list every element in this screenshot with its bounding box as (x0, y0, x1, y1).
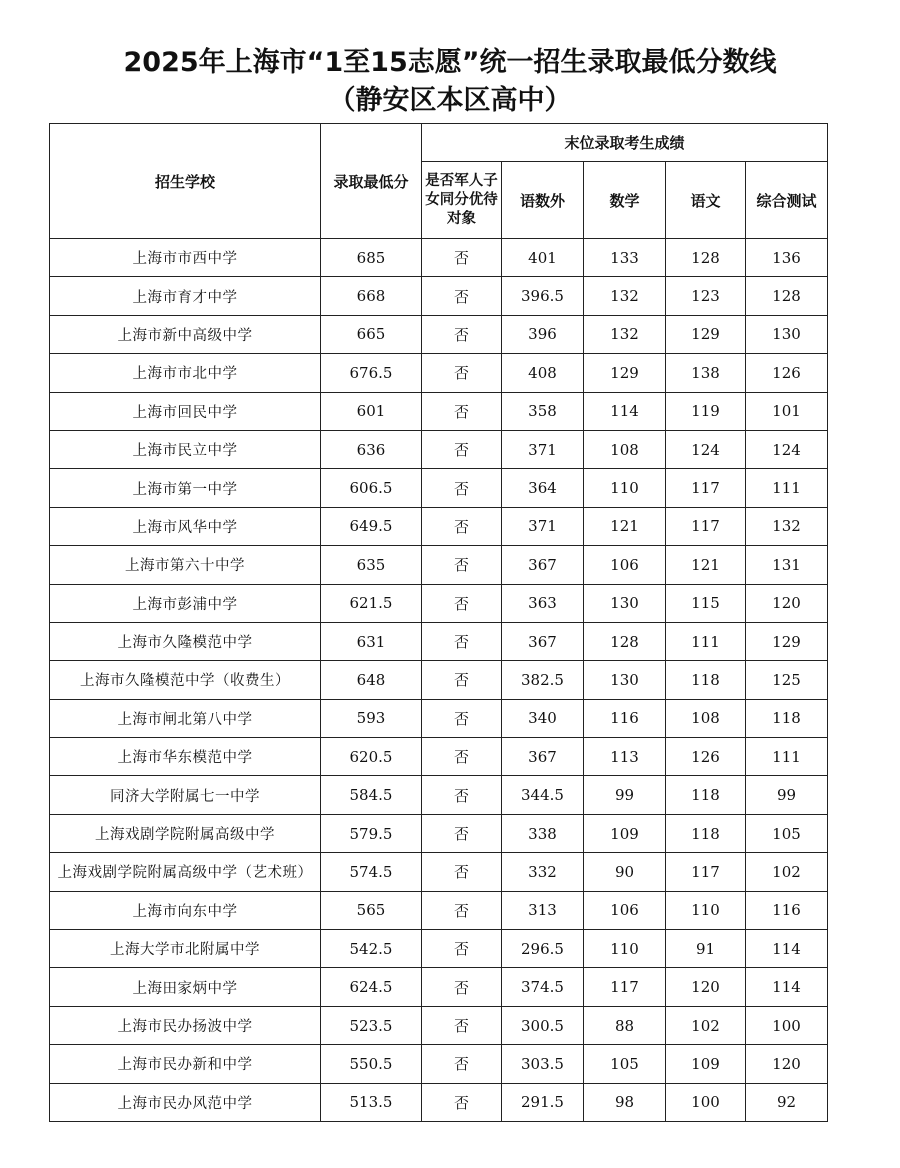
comprehensive-cell: 92 (746, 1083, 828, 1121)
table-row (50, 891, 828, 929)
comprehensive-cell: 125 (746, 661, 828, 699)
math-cell: 116 (584, 699, 666, 737)
table-body (50, 239, 828, 1122)
chinese-cell: 108 (666, 699, 746, 737)
min-score-cell: 601 (321, 392, 422, 430)
school-cell: 上海市市西中学 (50, 239, 321, 277)
chinese-cell: 117 (666, 853, 746, 891)
comprehensive-cell: 105 (746, 814, 828, 852)
chinese-cell: 138 (666, 354, 746, 392)
min-score-cell: 649.5 (321, 507, 422, 545)
school-cell: 同济大学附属七一中学 (50, 776, 321, 814)
military-priority-cell: 否 (422, 738, 502, 776)
military-priority-cell: 否 (422, 584, 502, 622)
yushuwai-cell: 371 (502, 507, 584, 545)
comprehensive-cell: 111 (746, 738, 828, 776)
table-row (50, 814, 828, 852)
math-cell: 110 (584, 930, 666, 968)
chinese-cell: 118 (666, 661, 746, 699)
chinese-cell: 102 (666, 1006, 746, 1044)
chinese-cell: 128 (666, 239, 746, 277)
military-priority-cell: 否 (422, 315, 502, 353)
min-score-cell: 565 (321, 891, 422, 929)
chinese-cell: 91 (666, 930, 746, 968)
yushuwai-cell: 340 (502, 699, 584, 737)
page-title: 2025年上海市“1至15志愿”统一招生录取最低分数线 (123, 47, 777, 78)
military-priority-cell: 否 (422, 354, 502, 392)
table-row (50, 1083, 828, 1121)
min-score-cell: 635 (321, 546, 422, 584)
table-row (50, 622, 828, 660)
min-score-cell: 676.5 (321, 354, 422, 392)
table-row (50, 507, 828, 545)
yushuwai-cell: 367 (502, 546, 584, 584)
school-cell: 上海田家炳中学 (50, 968, 321, 1006)
admission-score-table (49, 123, 828, 1122)
chinese-cell: 126 (666, 738, 746, 776)
yushuwai-cell: 338 (502, 814, 584, 852)
school-cell: 上海大学市北附属中学 (50, 930, 321, 968)
chinese-cell: 117 (666, 507, 746, 545)
yushuwai-cell: 367 (502, 622, 584, 660)
chinese-cell: 115 (666, 584, 746, 622)
chinese-cell: 120 (666, 968, 746, 1006)
comprehensive-cell: 120 (746, 1045, 828, 1083)
math-cell: 98 (584, 1083, 666, 1121)
header-last-admitted-scores: 末位录取考生成绩 (422, 124, 828, 162)
comprehensive-cell: 111 (746, 469, 828, 507)
min-score-cell: 593 (321, 699, 422, 737)
chinese-cell: 109 (666, 1045, 746, 1083)
math-cell: 128 (584, 622, 666, 660)
table-row (50, 661, 828, 699)
military-priority-cell: 否 (422, 430, 502, 468)
school-cell: 上海市久隆模范中学（收费生） (50, 661, 321, 699)
comprehensive-cell: 114 (746, 968, 828, 1006)
yushuwai-cell: 408 (502, 354, 584, 392)
min-score-cell: 620.5 (321, 738, 422, 776)
math-cell: 90 (584, 853, 666, 891)
min-score-cell: 550.5 (321, 1045, 422, 1083)
chinese-cell: 100 (666, 1083, 746, 1121)
math-cell: 130 (584, 584, 666, 622)
chinese-cell: 123 (666, 277, 746, 315)
school-cell: 上海市第六十中学 (50, 546, 321, 584)
chinese-cell: 110 (666, 891, 746, 929)
math-cell: 113 (584, 738, 666, 776)
header-military-priority: 是否军人子女同分优待对象 (422, 162, 502, 239)
comprehensive-cell: 99 (746, 776, 828, 814)
school-cell: 上海市华东模范中学 (50, 738, 321, 776)
min-score-cell: 542.5 (321, 930, 422, 968)
table-row (50, 430, 828, 468)
school-cell: 上海市育才中学 (50, 277, 321, 315)
min-score-cell: 636 (321, 430, 422, 468)
comprehensive-cell: 114 (746, 930, 828, 968)
school-cell: 上海市彭浦中学 (50, 584, 321, 622)
military-priority-cell: 否 (422, 1083, 502, 1121)
yushuwai-cell: 303.5 (502, 1045, 584, 1083)
school-cell: 上海市向东中学 (50, 891, 321, 929)
min-score-cell: 624.5 (321, 968, 422, 1006)
min-score-cell: 523.5 (321, 1006, 422, 1044)
min-score-cell: 584.5 (321, 776, 422, 814)
table-row (50, 853, 828, 891)
yushuwai-cell: 313 (502, 891, 584, 929)
military-priority-cell: 否 (422, 699, 502, 737)
school-cell: 上海市回民中学 (50, 392, 321, 430)
min-score-cell: 685 (321, 239, 422, 277)
math-cell: 133 (584, 239, 666, 277)
school-cell: 上海市风华中学 (50, 507, 321, 545)
military-priority-cell: 否 (422, 853, 502, 891)
military-priority-cell: 否 (422, 392, 502, 430)
min-score-cell: 513.5 (321, 1083, 422, 1121)
yushuwai-cell: 396 (502, 315, 584, 353)
yushuwai-cell: 291.5 (502, 1083, 584, 1121)
math-cell: 132 (584, 315, 666, 353)
min-score-cell: 648 (321, 661, 422, 699)
yushuwai-cell: 296.5 (502, 930, 584, 968)
yushuwai-cell: 367 (502, 738, 584, 776)
min-score-cell: 668 (321, 277, 422, 315)
comprehensive-cell: 116 (746, 891, 828, 929)
military-priority-cell: 否 (422, 546, 502, 584)
math-cell: 132 (584, 277, 666, 315)
header-min-score: 录取最低分 (321, 124, 422, 239)
comprehensive-cell: 124 (746, 430, 828, 468)
math-cell: 129 (584, 354, 666, 392)
military-priority-cell: 否 (422, 776, 502, 814)
table-row (50, 469, 828, 507)
military-priority-cell: 否 (422, 277, 502, 315)
table-row (50, 392, 828, 430)
table-row (50, 699, 828, 737)
comprehensive-cell: 132 (746, 507, 828, 545)
comprehensive-cell: 136 (746, 239, 828, 277)
table-row (50, 239, 828, 277)
header-school: 招生学校 (50, 124, 321, 239)
table-row (50, 776, 828, 814)
yushuwai-cell: 300.5 (502, 1006, 584, 1044)
comprehensive-cell: 130 (746, 315, 828, 353)
military-priority-cell: 否 (422, 930, 502, 968)
school-cell: 上海市民办风范中学 (50, 1083, 321, 1121)
yushuwai-cell: 401 (502, 239, 584, 277)
math-cell: 108 (584, 430, 666, 468)
military-priority-cell: 否 (422, 239, 502, 277)
yushuwai-cell: 358 (502, 392, 584, 430)
math-cell: 130 (584, 661, 666, 699)
table-row (50, 584, 828, 622)
math-cell: 114 (584, 392, 666, 430)
chinese-cell: 118 (666, 776, 746, 814)
school-cell: 上海市第一中学 (50, 469, 321, 507)
table-row (50, 930, 828, 968)
chinese-cell: 111 (666, 622, 746, 660)
school-cell: 上海戏剧学院附属高级中学 (50, 814, 321, 852)
school-cell: 上海戏剧学院附属高级中学（艺术班） (50, 853, 321, 891)
military-priority-cell: 否 (422, 1006, 502, 1044)
math-cell: 110 (584, 469, 666, 507)
yushuwai-cell: 364 (502, 469, 584, 507)
chinese-cell: 124 (666, 430, 746, 468)
comprehensive-cell: 129 (746, 622, 828, 660)
chinese-cell: 119 (666, 392, 746, 430)
math-cell: 106 (584, 891, 666, 929)
math-cell: 106 (584, 546, 666, 584)
military-priority-cell: 否 (422, 469, 502, 507)
chinese-cell: 118 (666, 814, 746, 852)
military-priority-cell: 否 (422, 507, 502, 545)
min-score-cell: 621.5 (321, 584, 422, 622)
min-score-cell: 579.5 (321, 814, 422, 852)
min-score-cell: 606.5 (321, 469, 422, 507)
table-row (50, 315, 828, 353)
yushuwai-cell: 344.5 (502, 776, 584, 814)
school-cell: 上海市民办扬波中学 (50, 1006, 321, 1044)
min-score-cell: 631 (321, 622, 422, 660)
yushuwai-cell: 332 (502, 853, 584, 891)
military-priority-cell: 否 (422, 814, 502, 852)
comprehensive-cell: 131 (746, 546, 828, 584)
chinese-cell: 129 (666, 315, 746, 353)
military-priority-cell: 否 (422, 622, 502, 660)
table-row (50, 354, 828, 392)
comprehensive-cell: 101 (746, 392, 828, 430)
math-cell: 121 (584, 507, 666, 545)
table-row (50, 1006, 828, 1044)
page-subtitle: （静安区本区高中） (328, 85, 572, 116)
school-cell: 上海市新中高级中学 (50, 315, 321, 353)
school-cell: 上海市市北中学 (50, 354, 321, 392)
comprehensive-cell: 102 (746, 853, 828, 891)
school-cell: 上海市民办新和中学 (50, 1045, 321, 1083)
military-priority-cell: 否 (422, 891, 502, 929)
yushuwai-cell: 382.5 (502, 661, 584, 699)
table-row (50, 968, 828, 1006)
chinese-cell: 121 (666, 546, 746, 584)
table-row (50, 738, 828, 776)
military-priority-cell: 否 (422, 1045, 502, 1083)
yushuwai-cell: 363 (502, 584, 584, 622)
math-cell: 99 (584, 776, 666, 814)
header-math: 数学 (584, 162, 666, 239)
math-cell: 105 (584, 1045, 666, 1083)
yushuwai-cell: 371 (502, 430, 584, 468)
comprehensive-cell: 118 (746, 699, 828, 737)
table-row (50, 546, 828, 584)
min-score-cell: 665 (321, 315, 422, 353)
header-yushuwai: 语数外 (502, 162, 584, 239)
math-cell: 117 (584, 968, 666, 1006)
school-cell: 上海市久隆模范中学 (50, 622, 321, 660)
comprehensive-cell: 126 (746, 354, 828, 392)
chinese-cell: 117 (666, 469, 746, 507)
table-row (50, 277, 828, 315)
military-priority-cell: 否 (422, 661, 502, 699)
header-comprehensive: 综合测试 (746, 162, 828, 239)
table-row (50, 1045, 828, 1083)
school-cell: 上海市闸北第八中学 (50, 699, 321, 737)
yushuwai-cell: 396.5 (502, 277, 584, 315)
math-cell: 109 (584, 814, 666, 852)
military-priority-cell: 否 (422, 968, 502, 1006)
school-cell: 上海市民立中学 (50, 430, 321, 468)
comprehensive-cell: 100 (746, 1006, 828, 1044)
comprehensive-cell: 128 (746, 277, 828, 315)
comprehensive-cell: 120 (746, 584, 828, 622)
yushuwai-cell: 374.5 (502, 968, 584, 1006)
header-chinese: 语文 (666, 162, 746, 239)
math-cell: 88 (584, 1006, 666, 1044)
min-score-cell: 574.5 (321, 853, 422, 891)
